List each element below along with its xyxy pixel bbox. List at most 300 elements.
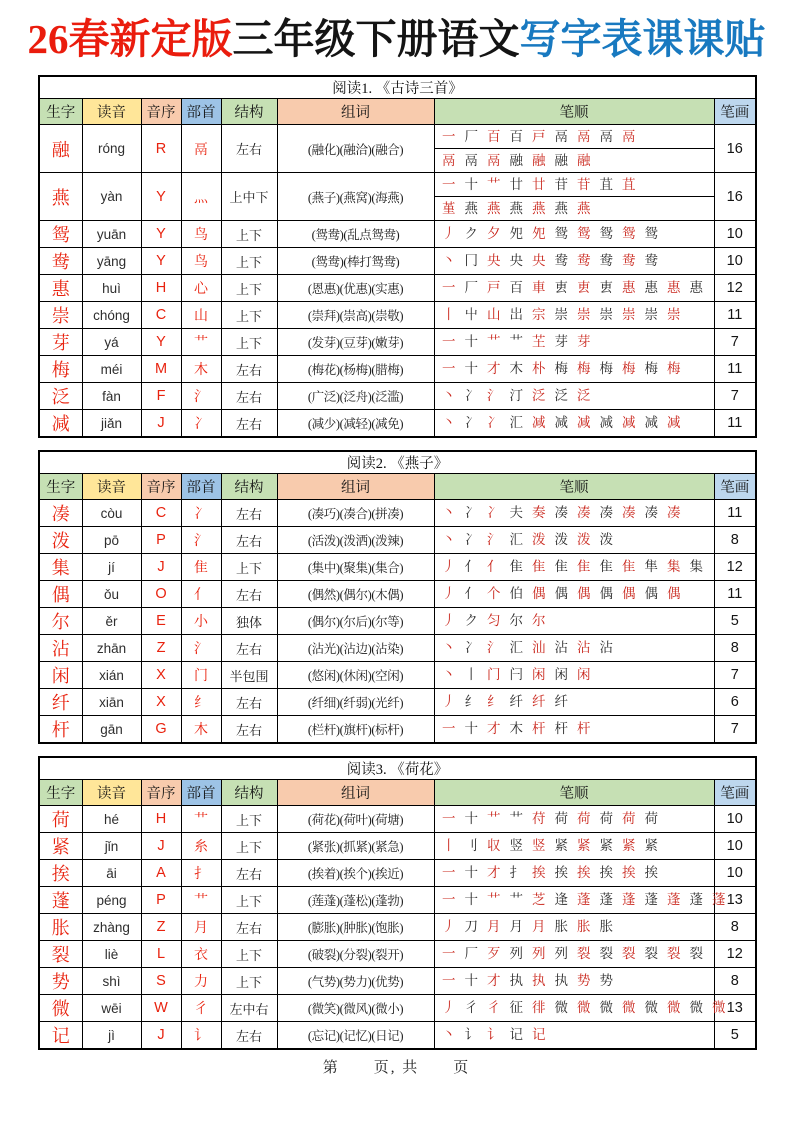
words-cell: (悠闲)(休闲)(空闲) [277, 662, 434, 689]
initial-cell: C [141, 500, 181, 527]
stroke-step: 扌 [509, 865, 523, 881]
pinyin-cell: huì [82, 275, 141, 302]
char-cell: 芽 [39, 329, 82, 356]
strokecount-cell: 12 [714, 941, 756, 968]
char-cell: 势 [39, 968, 82, 995]
pinyin-cell: jiǎn [82, 410, 141, 438]
stroke-step: 叀 [554, 280, 568, 296]
initial-cell: S [141, 968, 181, 995]
stroke-step: 艹 [487, 176, 501, 192]
strokes-cell [434, 554, 714, 581]
structure-cell: 上下 [221, 329, 277, 356]
stroke-step: 戸 [532, 128, 546, 144]
stroke-order-line-1 [435, 529, 714, 552]
stroke-step: 鸳 [644, 226, 658, 242]
strokecount-cell: 13 [714, 887, 756, 914]
stroke-step: 融 [509, 152, 523, 168]
stroke-step: 堇 [442, 200, 456, 216]
stroke-step: 夗 [509, 226, 523, 242]
initial-cell: G [141, 716, 181, 744]
stroke-order-line-1 [435, 250, 714, 273]
stroke-step: 冫 [464, 388, 478, 404]
pinyin-cell: yuān [82, 221, 141, 248]
initial-cell: X [141, 662, 181, 689]
strokes-cell [434, 221, 714, 248]
initial-cell: Y [141, 248, 181, 275]
pinyin-cell: zhàng [82, 914, 141, 941]
stroke-step: 丿 [442, 559, 456, 575]
stroke-step: 挨 [577, 865, 591, 881]
stroke-step: 蓬 [689, 892, 703, 908]
stroke-step: 燕 [577, 200, 591, 216]
table-row [39, 608, 756, 635]
structure-cell: 左右 [221, 527, 277, 554]
stroke-order-line-1 [435, 916, 714, 939]
col-header-words: 组词 [277, 474, 434, 500]
table-row [39, 302, 756, 329]
pinyin-cell: jí [82, 554, 141, 581]
stroke-step: 记 [509, 1027, 523, 1043]
initial-cell: P [141, 527, 181, 554]
stroke-step: 减 [644, 415, 658, 431]
stroke-step: 奏 [532, 505, 546, 521]
stroke-step: 闲 [532, 667, 546, 683]
strokecount-cell: 10 [714, 221, 756, 248]
stroke-step: 冫 [464, 640, 478, 656]
col-header-char: 生字 [39, 780, 82, 806]
table-row [39, 527, 756, 554]
structure-cell: 上下 [221, 833, 277, 860]
char-cell: 杆 [39, 716, 82, 744]
words-cell: (忘记)(记忆)(日记) [277, 1022, 434, 1050]
structure-cell: 左右 [221, 716, 277, 744]
char-cell: 惠 [39, 275, 82, 302]
strokes-cell [434, 662, 714, 689]
stroke-step: 崇 [667, 307, 681, 323]
structure-cell: 半包围 [221, 662, 277, 689]
strokecount-cell: 10 [714, 860, 756, 887]
radical-cell: 力 [181, 968, 221, 995]
stroke-step: 鸳 [577, 226, 591, 242]
structure-cell: 左右 [221, 356, 277, 383]
stroke-step: 亻 [487, 559, 501, 575]
stroke-step: 鬲 [554, 128, 568, 144]
words-cell: (恩惠)(优惠)(实惠) [277, 275, 434, 302]
col-header-radical: 部首 [181, 474, 221, 500]
table-row [39, 806, 756, 833]
strokes-cell [434, 887, 726, 914]
pinyin-cell: còu [82, 500, 141, 527]
radical-cell: 鬲 [181, 125, 221, 173]
stroke-step: 崇 [554, 307, 568, 323]
stroke-step: 才 [487, 361, 501, 377]
stroke-order-line-1 [435, 664, 714, 687]
strokecount-cell: 16 [714, 125, 756, 173]
stroke-step: 宗 [532, 307, 546, 323]
stroke-step: 丶 [442, 667, 456, 683]
stroke-step: 冫 [464, 415, 478, 431]
pinyin-cell: pō [82, 527, 141, 554]
strokecount-cell: 8 [714, 635, 756, 662]
col-header-radical: 部首 [181, 780, 221, 806]
col-header-structure: 结构 [221, 780, 277, 806]
col-header-initial: 音序 [141, 474, 181, 500]
stroke-step: 十 [464, 334, 478, 350]
stroke-step: 凑 [644, 505, 658, 521]
stroke-step: 崇 [577, 307, 591, 323]
stroke-step: 艹 [509, 892, 523, 908]
strokecount-cell: 12 [714, 554, 756, 581]
strokecount-cell: 12 [714, 275, 756, 302]
table-row [39, 410, 756, 438]
strokecount-cell: 13 [714, 995, 756, 1022]
stroke-step: 蓬 [712, 892, 726, 908]
stroke-step: 屮 [464, 307, 478, 323]
stroke-step: 夗 [532, 226, 546, 242]
stroke-step: 鬲 [599, 128, 613, 144]
radical-cell: 木 [181, 716, 221, 744]
stroke-step: 厂 [464, 946, 478, 962]
stroke-order-line-1 [435, 331, 714, 354]
stroke-step: 徘 [532, 1000, 546, 1016]
initial-cell: F [141, 383, 181, 410]
words-cell: (沾光)(沾边)(沾染) [277, 635, 434, 662]
stroke-step: 厂 [464, 280, 478, 296]
initial-cell: J [141, 1022, 181, 1050]
radical-cell: 亻 [181, 581, 221, 608]
strokes-cell [434, 806, 714, 833]
stroke-step: 一 [442, 128, 456, 144]
table-row [39, 1022, 756, 1050]
stroke-step: 偶 [554, 586, 568, 602]
stroke-step: 十 [464, 865, 478, 881]
stroke-step: 执 [509, 973, 523, 989]
stroke-step: 車 [532, 280, 546, 296]
char-cell: 记 [39, 1022, 82, 1050]
stroke-step: 燕 [464, 200, 478, 216]
char-cell: 融 [39, 125, 82, 173]
strokecount-cell: 11 [714, 302, 756, 329]
char-cell: 鸳 [39, 221, 82, 248]
stroke-step: 鬲 [487, 152, 501, 168]
char-cell: 偶 [39, 581, 82, 608]
strokecount-cell: 11 [714, 410, 756, 438]
initial-cell: J [141, 410, 181, 438]
stroke-step: 集 [667, 559, 681, 575]
stroke-step: 苻 [532, 811, 546, 827]
radical-cell: 氵 [181, 527, 221, 554]
strokes-cell [434, 941, 714, 968]
stroke-step: ク [464, 613, 478, 629]
table-row [39, 329, 756, 356]
table-row [39, 221, 756, 248]
stroke-step: 才 [487, 973, 501, 989]
strokes-cell [434, 1022, 714, 1050]
stroke-step: 紧 [644, 838, 658, 854]
strokes-cell [434, 173, 714, 221]
stroke-step: 杆 [577, 721, 591, 737]
stroke-step: 集 [689, 559, 703, 575]
stroke-step: 丶 [442, 415, 456, 431]
stroke-step: 十 [464, 361, 478, 377]
radical-cell: 鸟 [181, 248, 221, 275]
pinyin-cell: fàn [82, 383, 141, 410]
stroke-step: 挨 [644, 865, 658, 881]
words-cell: (燕子)(燕窝)(海燕) [277, 173, 434, 221]
stroke-step: 才 [487, 721, 501, 737]
stroke-step: 汇 [509, 532, 523, 548]
radical-cell: 氵 [181, 383, 221, 410]
strokecount-cell: 11 [714, 356, 756, 383]
pinyin-cell: chóng [82, 302, 141, 329]
initial-cell: C [141, 302, 181, 329]
stroke-step: 一 [442, 865, 456, 881]
table-caption: 阅读3. 《荷花》 [39, 757, 756, 780]
column-header-row [39, 780, 756, 806]
stroke-step: 一 [442, 721, 456, 737]
stroke-step: 月 [532, 919, 546, 935]
table-row [39, 968, 756, 995]
stroke-order-line-1 [435, 223, 714, 246]
stroke-step: 廿 [509, 176, 523, 192]
stroke-step: 彳 [487, 1000, 501, 1016]
stroke-order-line-1 [435, 997, 726, 1020]
stroke-step: 芽 [577, 334, 591, 350]
radical-cell: 衣 [181, 941, 221, 968]
structure-cell: 上下 [221, 806, 277, 833]
stroke-step: 岀 [509, 307, 523, 323]
stroke-step: 惠 [644, 280, 658, 296]
radical-cell: 木 [181, 356, 221, 383]
table-row [39, 554, 756, 581]
stroke-step: 冫 [487, 415, 501, 431]
words-cell: (莲蓬)(蓬松)(蓬勃) [277, 887, 434, 914]
stroke-step: 叀 [577, 280, 591, 296]
table-row [39, 887, 756, 914]
stroke-step: 紧 [622, 838, 636, 854]
pinyin-cell: ǒu [82, 581, 141, 608]
stroke-step: 微 [577, 1000, 591, 1016]
words-cell: (偶尔)(尔后)(尔等) [277, 608, 434, 635]
words-cell: (膨胀)(肿胀)(饱胀) [277, 914, 434, 941]
stroke-step: 紧 [577, 838, 591, 854]
radical-cell: 彳 [181, 995, 221, 1022]
col-header-initial: 音序 [141, 99, 181, 125]
stroke-order-line-2 [435, 148, 714, 172]
stroke-step: 纟 [487, 694, 501, 710]
stroke-step: 讠 [464, 1027, 478, 1043]
stroke-step: 崇 [644, 307, 658, 323]
stroke-step: 鸳 [599, 226, 613, 242]
stroke-order-line-1 [435, 412, 714, 435]
stroke-step: 夕 [487, 226, 501, 242]
stroke-step: 丨 [464, 667, 478, 683]
stroke-step: 丿 [442, 919, 456, 935]
char-cell: 紧 [39, 833, 82, 860]
stroke-step: 丶 [442, 505, 456, 521]
stroke-step: 泛 [554, 388, 568, 404]
strokes-cell [434, 833, 714, 860]
initial-cell: J [141, 554, 181, 581]
radical-cell: 灬 [181, 173, 221, 221]
stroke-step: 泼 [554, 532, 568, 548]
col-header-structure: 结构 [221, 99, 277, 125]
stroke-step: 竖 [532, 838, 546, 854]
pinyin-cell: jǐn [82, 833, 141, 860]
radical-cell: 糸 [181, 833, 221, 860]
col-header-initial: 音序 [141, 780, 181, 806]
words-cell: (梅花)(杨梅)(腊梅) [277, 356, 434, 383]
col-header-pinyin: 读音 [82, 780, 141, 806]
initial-cell: H [141, 275, 181, 302]
stroke-step: 裂 [599, 946, 613, 962]
char-cell: 蓬 [39, 887, 82, 914]
pinyin-cell: liè [82, 941, 141, 968]
initial-cell: Z [141, 914, 181, 941]
stroke-step: 蓬 [667, 892, 681, 908]
radical-cell: 讠 [181, 1022, 221, 1050]
stroke-step: 荷 [577, 811, 591, 827]
strokecount-cell: 6 [714, 689, 756, 716]
stroke-step: 燕 [487, 200, 501, 216]
radical-cell: 扌 [181, 860, 221, 887]
stroke-step: 闲 [554, 667, 568, 683]
stroke-step: 凑 [577, 505, 591, 521]
initial-cell: Y [141, 329, 181, 356]
strokecount-cell: 11 [714, 500, 756, 527]
stroke-step: 偶 [599, 586, 613, 602]
radical-cell: 山 [181, 302, 221, 329]
stroke-step: 荷 [599, 811, 613, 827]
initial-cell: A [141, 860, 181, 887]
words-cell: (广泛)(泛舟)(泛滥) [277, 383, 434, 410]
stroke-order-line-1 [435, 610, 714, 633]
stroke-step: 隹 [599, 559, 613, 575]
structure-cell: 左右 [221, 500, 277, 527]
initial-cell: R [141, 125, 181, 173]
stroke-step: 丶 [442, 1027, 456, 1043]
stroke-step: 裂 [622, 946, 636, 962]
stroke-step: 荷 [644, 811, 658, 827]
stroke-step: 央 [532, 253, 546, 269]
stroke-step: 苷 [554, 176, 568, 192]
structure-cell: 上下 [221, 887, 277, 914]
stroke-step: 廿 [532, 176, 546, 192]
stroke-step: 一 [442, 280, 456, 296]
stroke-step: 刀 [464, 919, 478, 935]
stroke-step: 朴 [532, 361, 546, 377]
pinyin-cell: méi [82, 356, 141, 383]
stroke-order-line-1 [435, 1024, 714, 1047]
col-header-structure: 结构 [221, 474, 277, 500]
words-cell: (荷花)(荷叶)(荷塘) [277, 806, 434, 833]
stroke-step: 势 [577, 973, 591, 989]
stroke-step: 汕 [532, 640, 546, 656]
table-row [39, 662, 756, 689]
stroke-step: 减 [599, 415, 613, 431]
col-header-words: 组词 [277, 99, 434, 125]
pinyin-cell: péng [82, 887, 141, 914]
stroke-order-line-1 [435, 304, 714, 327]
stroke-step: 梅 [667, 361, 681, 377]
stroke-step: 氵 [487, 640, 501, 656]
structure-cell: 左右 [221, 581, 277, 608]
column-header-row [39, 99, 756, 125]
stroke-step: 鸯 [599, 253, 613, 269]
stroke-order-line-1 [435, 556, 714, 579]
stroke-step: 汇 [509, 415, 523, 431]
stroke-step: 记 [532, 1027, 546, 1043]
stroke-step: 纤 [509, 694, 523, 710]
stroke-step: 偶 [644, 586, 658, 602]
stroke-step: 氵 [487, 532, 501, 548]
stroke-step: 鸯 [577, 253, 591, 269]
structure-cell: 左右 [221, 383, 277, 410]
stroke-order-line-1 [435, 943, 714, 966]
stroke-step: 丶 [442, 388, 456, 404]
stroke-step: 十 [464, 176, 478, 192]
stroke-step: 丶 [442, 640, 456, 656]
strokecount-cell: 8 [714, 527, 756, 554]
col-header-stroke-count: 笔画 [714, 99, 756, 125]
strokes-cell [434, 635, 714, 662]
stroke-step: 蓬 [622, 892, 636, 908]
strokes-cell [434, 527, 714, 554]
stroke-step: 列 [532, 946, 546, 962]
stroke-step: 鸯 [644, 253, 658, 269]
table-row [39, 248, 756, 275]
stroke-step: 苴 [599, 176, 613, 192]
stroke-step: 一 [442, 334, 456, 350]
table-row [39, 383, 756, 410]
stroke-step: 鸳 [554, 226, 568, 242]
structure-cell: 左右 [221, 125, 277, 173]
stroke-order-line-1 [435, 358, 714, 381]
initial-cell: Y [141, 173, 181, 221]
stroke-step: 十 [464, 973, 478, 989]
stroke-step: 梅 [577, 361, 591, 377]
stroke-step: 冫 [464, 532, 478, 548]
stroke-order-line-1 [435, 583, 714, 606]
stroke-step: 胀 [599, 919, 613, 935]
stroke-order-line-1 [435, 173, 714, 196]
stroke-step: 鸯 [554, 253, 568, 269]
table-row [39, 173, 756, 221]
initial-cell: E [141, 608, 181, 635]
char-cell: 泼 [39, 527, 82, 554]
words-cell: (破裂)(分裂)(裂开) [277, 941, 434, 968]
structure-cell: 左右 [221, 635, 277, 662]
words-cell: (微笑)(微风)(微小) [277, 995, 434, 1022]
col-header-stroke-order: 笔顺 [434, 780, 714, 806]
stroke-step: 势 [599, 973, 613, 989]
strokes-cell [434, 248, 714, 275]
stroke-step: 丶 [442, 532, 456, 548]
stroke-step: 凑 [554, 505, 568, 521]
stroke-step: 融 [577, 152, 591, 168]
words-cell: (活泼)(泼洒)(泼辣) [277, 527, 434, 554]
table-caption-row [39, 451, 756, 474]
strokes-cell [434, 302, 714, 329]
col-header-char: 生字 [39, 99, 82, 125]
col-header-pinyin: 读音 [82, 99, 141, 125]
table-row [39, 500, 756, 527]
stroke-step: 荷 [622, 811, 636, 827]
stroke-step: 央 [509, 253, 523, 269]
initial-cell: O [141, 581, 181, 608]
col-header-char: 生字 [39, 474, 82, 500]
stroke-step: 亻 [464, 586, 478, 602]
